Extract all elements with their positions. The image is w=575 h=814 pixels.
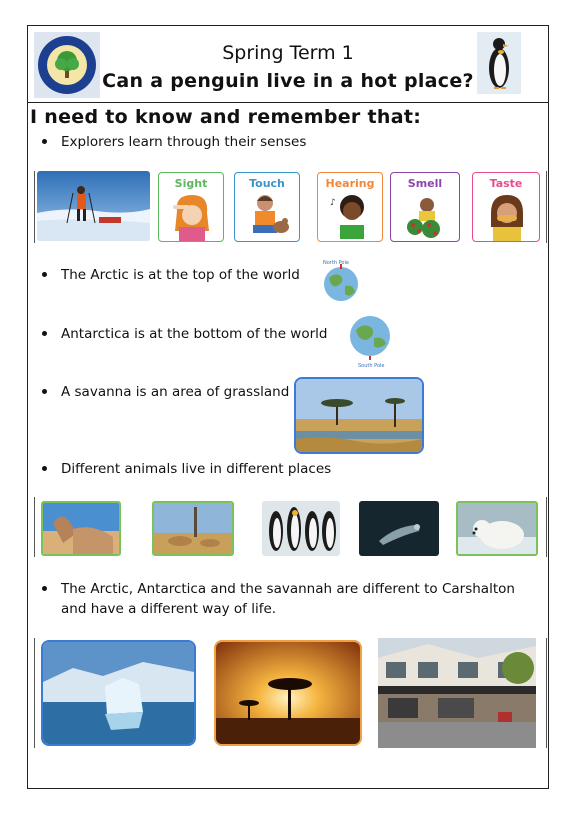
bullet-animals: Different animals live in different places [42, 461, 331, 477]
globe-north-icon [319, 256, 363, 306]
penguin-icon [477, 32, 521, 94]
antarctica-photo [41, 640, 196, 746]
seal-photo [359, 501, 439, 556]
page-frame [27, 25, 549, 789]
explorer-photo [37, 171, 150, 241]
lions-photo [152, 501, 234, 556]
carshalton-photo [378, 638, 536, 748]
bullet-savanna: A savanna is an area of grassland [42, 384, 289, 400]
polar-bear-photo [456, 501, 538, 556]
section-heading: I need to know and remember that: [30, 106, 422, 128]
sense-card-smell: Smell [390, 172, 460, 242]
camel-photo [41, 501, 121, 556]
globe-south-icon [346, 312, 394, 368]
sense-card-hearing: Hearing ♪ [317, 172, 383, 242]
svg-text:North Pole: North Pole [323, 260, 349, 266]
sense-card-sight: Sight [158, 172, 224, 242]
savannah-sunset-photo [214, 640, 362, 746]
sense-card-taste: Taste [472, 172, 540, 242]
svg-text:South Pole: South Pole [358, 363, 385, 368]
header [28, 26, 548, 103]
bullet-antarctica: Antarctica is at the bottom of the world [42, 326, 327, 342]
title-question: Can a penguin live in a hot place? [102, 70, 474, 92]
penguins-photo [262, 501, 340, 556]
title-term: Spring Term 1 [222, 42, 354, 64]
bullet-explorers: Explorers learn through their senses [42, 134, 306, 150]
sense-card-touch: Touch [234, 172, 300, 242]
bullet-arctic: The Arctic is at the top of the world [42, 267, 300, 283]
savanna-photo [294, 377, 424, 454]
bullet-carshalton: The Arctic, Antarctica and the savannah are different to Carshalton and have a different way of life. [42, 579, 532, 619]
svg-text:♪: ♪ [330, 198, 336, 208]
